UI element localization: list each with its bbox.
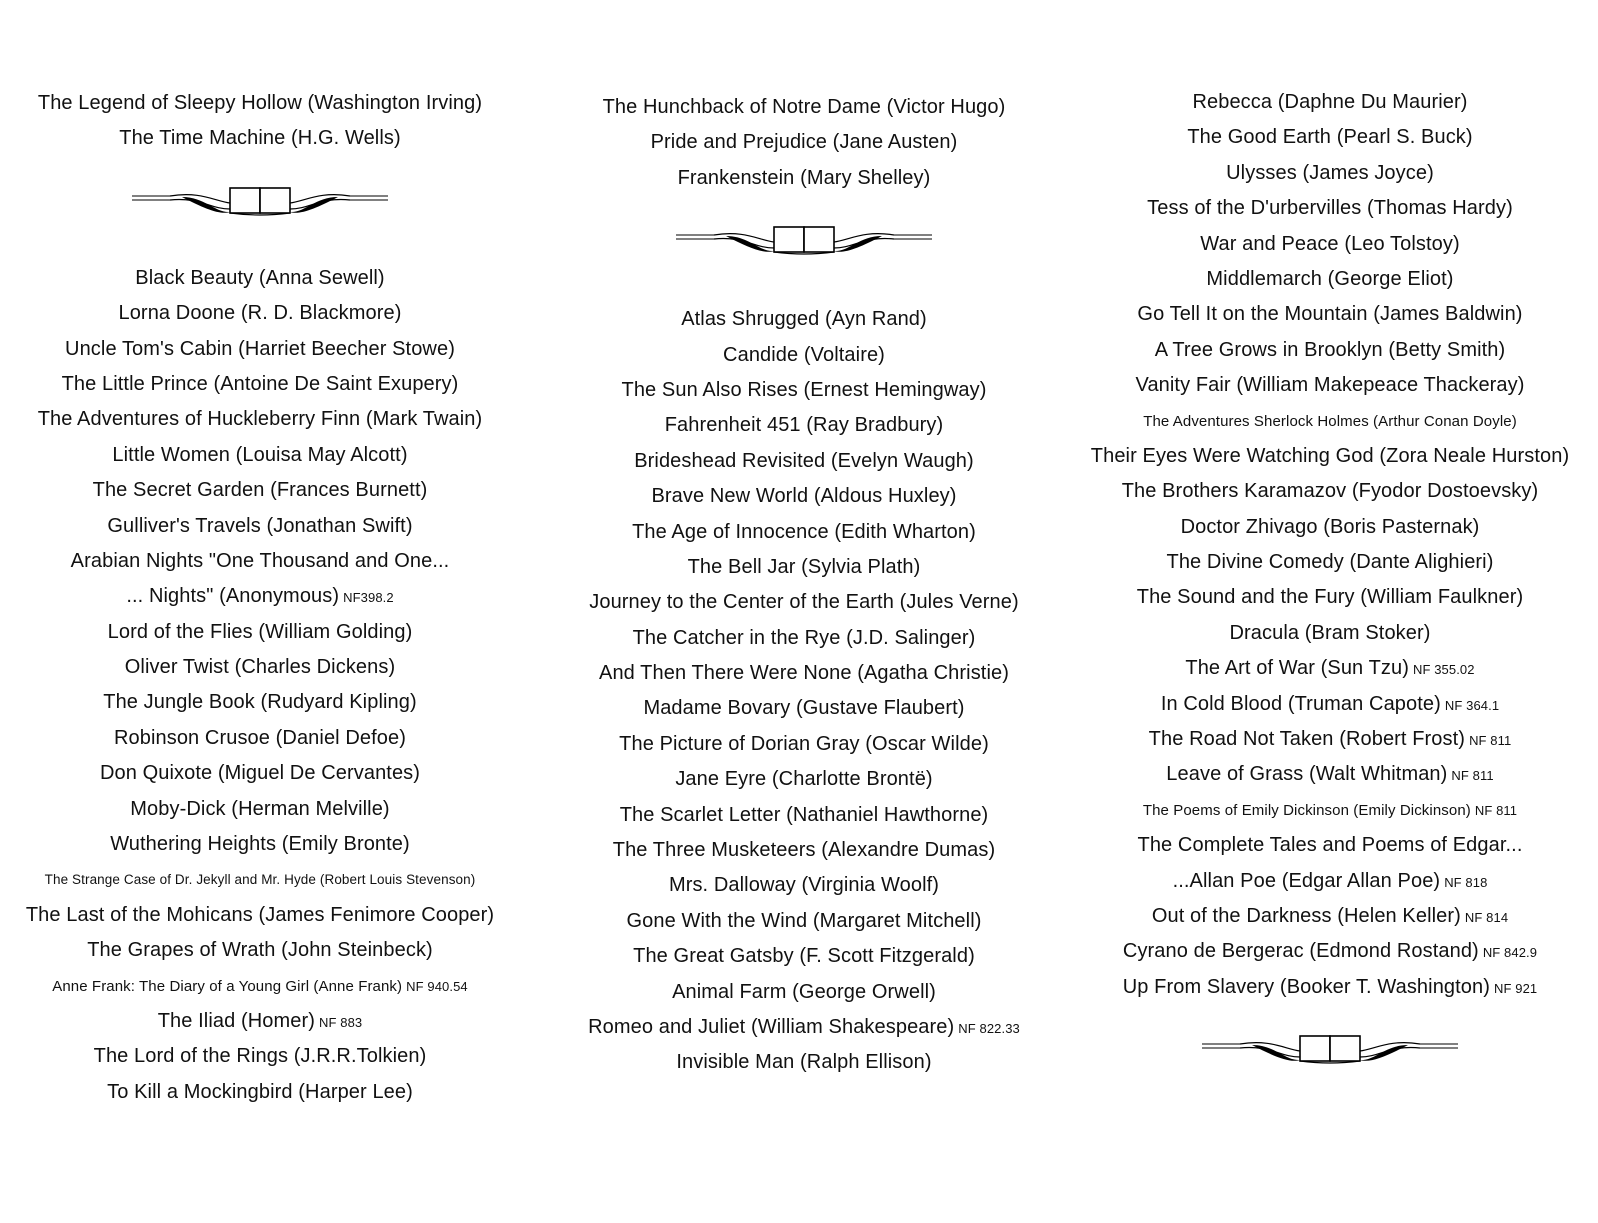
book-title: Don Quixote (Miguel De Cervantes)	[99, 762, 421, 785]
book-title: The Three Musketeers (Alexandre Dumas)	[612, 839, 996, 862]
book-entry	[1070, 368, 1590, 403]
book-title: The Scarlet Letter (Nathaniel Hawthorne)	[619, 803, 989, 826]
book-title: Middlemarch (George Eliot)	[1206, 267, 1454, 290]
call-number: NF 811	[1451, 768, 1494, 784]
book-title: Go Tell It on the Mountain (James Baldwin)	[1137, 303, 1523, 326]
book-title: Ulysses (James Joyce)	[1226, 161, 1434, 184]
book-title: ... Nights" (Anonymous)	[126, 585, 340, 608]
book-entry	[548, 1010, 1060, 1045]
book-entry	[1070, 757, 1590, 792]
book-entry	[1070, 864, 1590, 899]
book-divider	[1070, 1005, 1590, 1085]
book-entry	[1070, 616, 1590, 651]
book-title: The Sun Also Rises (Ernest Hemingway)	[621, 378, 987, 401]
call-number: NF 818	[1444, 874, 1488, 890]
book-title: The Lord of the Rings (J.R.R.Tolkien)	[93, 1045, 427, 1068]
book-entry	[548, 408, 1060, 443]
book-title: Rebecca (Daphne Du Maurier)	[1192, 91, 1468, 113]
book-entry	[10, 544, 510, 579]
book-title: The Last of the Mohicans (James Fenimore Cooper)	[25, 903, 495, 926]
book-entry	[1070, 297, 1590, 332]
book-entry	[10, 473, 510, 508]
call-number: NF 355.02	[1412, 662, 1475, 678]
book-entry	[1070, 970, 1590, 1005]
book-title: The Road Not Taken (Robert Frost)	[1148, 728, 1466, 751]
book-title: Moby-Dick (Herman Melville)	[130, 797, 390, 820]
book-entry	[10, 86, 510, 121]
book-title: Doctor Zhivago (Boris Pasternak)	[1180, 515, 1480, 538]
book-entry	[10, 615, 510, 650]
book-list-column-1	[10, 86, 510, 1110]
book-title: Invisible Man (Ralph Ellison)	[676, 1051, 932, 1074]
book-title: Out of the Darkness (Helen Keller)	[1151, 904, 1461, 927]
book-title: The Bell Jar (Sylvia Plath)	[687, 555, 921, 578]
book-entry	[1070, 934, 1590, 969]
book-entry	[10, 367, 510, 402]
book-entry	[548, 798, 1060, 833]
book-title: The Good Earth (Pearl S. Buck)	[1187, 126, 1473, 149]
book-entry	[548, 550, 1060, 585]
call-number: NF 842.9	[1482, 945, 1538, 961]
book-entry	[1070, 899, 1590, 934]
book-title: The Age of Innocence (Edith Wharton)	[632, 520, 976, 543]
book-title: The Legend of Sleepy Hollow (Washington Irving)	[37, 92, 483, 114]
book-divider	[548, 196, 1060, 302]
book-title: The Time Machine (H.G. Wells)	[119, 127, 401, 150]
book-title: Animal Farm (George Orwell)	[672, 980, 936, 1003]
book-title: The Divine Comedy (Dante Alighieri)	[1166, 551, 1494, 574]
book-title: And Then There Were None (Agatha Christie)	[599, 662, 1009, 685]
book-entry	[1070, 722, 1590, 757]
book-entry	[548, 868, 1060, 903]
book-entry	[10, 685, 510, 720]
book-entry	[10, 579, 510, 614]
book-title: The Great Gatsby (F. Scott Fitzgerald)	[633, 945, 975, 968]
book-entry	[1070, 156, 1590, 191]
book-title: The Adventures of Huckleberry Finn (Mark Twain)	[37, 408, 483, 431]
book-title: Up From Slavery (Booker T. Washington)	[1122, 975, 1491, 998]
book-list-column-2	[548, 90, 1060, 1081]
book-entry	[548, 585, 1060, 620]
book-entry	[1070, 120, 1590, 155]
book-entry	[10, 969, 510, 1004]
book-entry	[10, 756, 510, 791]
book-title: Atlas Shrugged (Ayn Rand)	[681, 308, 927, 331]
book-entry	[548, 373, 1060, 408]
book-title: Wuthering Heights (Emily Bronte)	[110, 833, 410, 856]
book-entry	[548, 125, 1060, 160]
book-title: Frankenstein (Mary Shelley)	[677, 166, 931, 189]
book-title: Pride and Prejudice (Jane Austen)	[650, 131, 958, 154]
book-entry	[10, 898, 510, 933]
book-title: Little Women (Louisa May Alcott)	[112, 443, 408, 466]
book-title: The Iliad (Homer)	[157, 1009, 316, 1032]
book-entry	[10, 650, 510, 685]
call-number: NF 940.54	[406, 978, 468, 994]
book-title: Black Beauty (Anna Sewell)	[135, 266, 385, 289]
book-entry	[1070, 510, 1590, 545]
book-group	[10, 261, 510, 1110]
book-entry	[548, 691, 1060, 726]
book-entry	[10, 862, 510, 897]
book-entry	[548, 1045, 1060, 1080]
book-entry	[1070, 262, 1590, 297]
book-entry	[1070, 191, 1590, 226]
book-entry	[548, 904, 1060, 939]
book-group	[548, 90, 1060, 196]
book-entry	[1070, 439, 1590, 474]
book-title: Robinson Crusoe (Daniel Defoe)	[113, 726, 407, 749]
book-group	[10, 86, 510, 157]
book-entry	[1070, 227, 1590, 262]
book-entry	[548, 338, 1060, 373]
book-title: The Sound and the Fury (William Faulkner)	[1136, 586, 1524, 609]
book-entry	[10, 296, 510, 331]
book-title: Gulliver's Travels (Jonathan Swift)	[107, 514, 413, 537]
book-title: The Poems of Emily Dickinson (Emily Dickinson)	[1142, 801, 1471, 819]
book-title: In Cold Blood (Truman Capote)	[1160, 692, 1441, 715]
book-title: Cyrano de Bergerac (Edmond Rostand)	[1122, 940, 1479, 963]
book-entry	[10, 261, 510, 296]
book-entry	[548, 833, 1060, 868]
book-title: Uncle Tom's Cabin (Harriet Beecher Stowe)	[65, 337, 455, 360]
book-title: The Catcher in the Rye (J.D. Salinger)	[632, 626, 976, 649]
call-number: NF 364.1	[1444, 697, 1500, 713]
book-title: Fahrenheit 451 (Ray Bradbury)	[664, 414, 944, 437]
book-title: The Strange Case of Dr. Jekyll and Mr. Hyde (Robert Louis Stevenson)	[44, 872, 476, 888]
book-title: Journey to the Center of the Earth (Jules Verne)	[589, 591, 1019, 614]
book-entry	[548, 161, 1060, 196]
book-entry	[548, 975, 1060, 1010]
book-entry	[548, 444, 1060, 479]
book-title: Romeo and Juliet (William Shakespeare)	[588, 1015, 955, 1038]
book-title: Jane Eyre (Charlotte Brontë)	[675, 768, 933, 791]
book-entry	[10, 721, 510, 756]
book-entry	[548, 939, 1060, 974]
book-entry	[10, 933, 510, 968]
book-entry	[10, 1075, 510, 1110]
book-title: Lorna Doone (R. D. Blackmore)	[118, 302, 402, 325]
book-title: Candide (Voltaire)	[723, 343, 885, 366]
book-title: Vanity Fair (William Makepeace Thackeray)	[1135, 374, 1525, 397]
book-entry	[1070, 687, 1590, 722]
book-entry	[10, 509, 510, 544]
book-title: To Kill a Mockingbird (Harper Lee)	[107, 1080, 413, 1103]
book-title: Arabian Nights "One Thousand and One...	[70, 549, 450, 572]
book-group	[548, 302, 1060, 1081]
book-title: Their Eyes Were Watching God (Zora Neale Hurston)	[1090, 444, 1570, 467]
book-entry	[10, 792, 510, 827]
book-entry	[548, 762, 1060, 797]
book-title: Gone With the Wind (Margaret Mitchell)	[626, 909, 982, 932]
book-title: Anne Frank: The Diary of a Young Girl (Anne Frank)	[52, 977, 403, 995]
book-entry	[10, 438, 510, 473]
open-book-flourish-icon	[130, 179, 390, 219]
call-number: NF 883	[319, 1014, 363, 1030]
call-number: NF398.2	[343, 590, 394, 606]
book-entry	[548, 515, 1060, 550]
book-title: ...Allan Poe (Edgar Allan Poe)	[1172, 869, 1441, 892]
book-entry	[1070, 404, 1590, 439]
book-title: Brave New World (Aldous Huxley)	[651, 485, 957, 508]
book-title: Dracula (Bram Stoker)	[1229, 621, 1431, 644]
book-entry	[10, 121, 510, 156]
book-entry	[10, 402, 510, 437]
book-title: Madame Bovary (Gustave Flaubert)	[643, 697, 965, 720]
book-group	[1070, 85, 1590, 1005]
book-title: Leave of Grass (Walt Whitman)	[1166, 763, 1448, 786]
call-number: NF 822.33	[958, 1020, 1020, 1036]
book-entry	[1070, 828, 1590, 863]
open-book-flourish-icon	[674, 218, 934, 258]
book-entry	[10, 827, 510, 862]
book-title: The Grapes of Wrath (John Steinbeck)	[87, 939, 433, 962]
book-entry	[1070, 545, 1590, 580]
book-entry	[1070, 793, 1590, 828]
book-entry	[548, 621, 1060, 656]
book-title: A Tree Grows in Brooklyn (Betty Smith)	[1154, 338, 1506, 361]
book-title: The Complete Tales and Poems of Edgar...	[1137, 834, 1523, 857]
book-title: War and Peace (Leo Tolstoy)	[1200, 232, 1460, 255]
book-entry	[1070, 474, 1590, 509]
book-title: The Jungle Book (Rudyard Kipling)	[103, 691, 417, 714]
book-entry	[548, 656, 1060, 691]
book-title: Brideshead Revisited (Evelyn Waugh)	[634, 449, 974, 472]
book-entry	[10, 1004, 510, 1039]
book-title: Mrs. Dalloway (Virginia Woolf)	[668, 874, 940, 897]
call-number: NF 814	[1464, 909, 1509, 925]
open-book-flourish-icon	[1200, 1027, 1460, 1067]
book-entry	[10, 1039, 510, 1074]
book-divider	[10, 157, 510, 261]
call-number: NF 811	[1474, 802, 1518, 818]
book-entry	[1070, 333, 1590, 368]
book-entry	[1070, 580, 1590, 615]
call-number: NF 811	[1469, 733, 1512, 749]
book-title: The Brothers Karamazov (Fyodor Dostoevsky)	[1121, 480, 1539, 503]
book-entry	[548, 302, 1060, 337]
book-title: The Hunchback of Notre Dame (Victor Hugo)	[602, 96, 1006, 118]
book-entry	[1070, 85, 1590, 120]
book-title: The Little Prince (Antoine De Saint Exupery)	[61, 372, 459, 395]
book-title: Lord of the Flies (William Golding)	[107, 620, 413, 643]
book-title: The Secret Garden (Frances Burnett)	[92, 479, 428, 502]
book-title: Tess of the D'urbervilles (Thomas Hardy)	[1147, 197, 1513, 220]
book-entry	[548, 479, 1060, 514]
book-entry	[1070, 651, 1590, 686]
book-title: The Picture of Dorian Gray (Oscar Wilde)	[619, 732, 989, 755]
book-entry	[10, 332, 510, 367]
book-title: The Art of War (Sun Tzu)	[1185, 657, 1409, 680]
book-title: Oliver Twist (Charles Dickens)	[124, 656, 396, 679]
call-number: NF 921	[1494, 980, 1538, 996]
book-title: The Adventures Sherlock Holmes (Arthur Conan Doyle)	[1143, 412, 1517, 430]
book-entry	[548, 727, 1060, 762]
book-list-column-3	[1070, 85, 1590, 1085]
book-entry	[548, 90, 1060, 125]
